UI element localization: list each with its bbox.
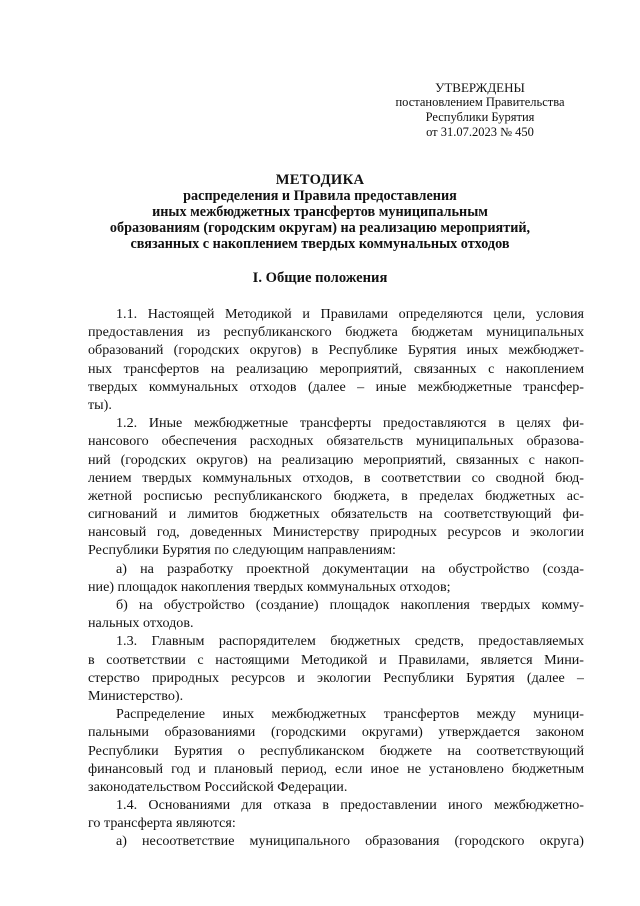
text-line: в соответствии с настоящими Методикой и Правилами, является Мини- xyxy=(88,651,584,668)
text-line: го трансферта являются: xyxy=(88,815,236,832)
text-line: ние) площадок накопления твердых коммунальных отходов; xyxy=(88,578,451,595)
paragraph-1-4: 1.4. Основаниями для отказа в предоставлении иного межбюджетно- xyxy=(116,797,584,814)
text-line: жетной росписью республиканского бюджета, в пределах бюджетных ас- xyxy=(88,487,584,504)
text-line: ных трансфертов на реализацию мероприятий, связанных с накоплением xyxy=(88,360,584,377)
approval-line: Республики Бурятия xyxy=(425,110,535,124)
text-line: Республики Бурятия по следующим направлениям: xyxy=(88,542,396,559)
list-item-a: а) на разработку проектной документации на обустройство (созда- xyxy=(116,560,584,577)
list-item-a-refusal: а) несоответствие муниципального образования (городского округа) xyxy=(116,833,584,850)
title-main: МЕТОДИКА xyxy=(275,172,365,188)
approval-stamp xyxy=(360,80,600,140)
approval-heading: УТВЕРЖДЕНЫ xyxy=(435,80,525,95)
text-line: нансовый год, доведенных Министерству природных ресурсов и экологии xyxy=(88,524,584,541)
paragraph-1-2: 1.2. Иные межбюджетные трансферты предоставляются в целях фи- xyxy=(116,415,584,432)
text-line: образований (городских округов) в Республике Бурятия иных межбюджет- xyxy=(88,342,584,359)
text-line: твердых коммунальных отходов (далее – иные межбюджетные трансфер- xyxy=(88,378,584,395)
text-line: нальных отходов. xyxy=(88,615,194,632)
title-line: распределения и Правила предоставления xyxy=(183,188,457,204)
text-line: сигнований и лимитов бюджетных обязательств на соответствующий фи- xyxy=(88,506,584,523)
text-line: финансовый год и плановый период, если иное не установлено бюджетным xyxy=(88,760,584,777)
title-line: связанных с накоплением твердых коммунальных отходов xyxy=(130,236,510,252)
document-body xyxy=(88,305,584,851)
text-line: стерство природных ресурсов и экологии Республики Бурятия (далее – xyxy=(88,669,584,686)
text-line: ты). xyxy=(88,396,112,413)
text-line: предоставления из республиканского бюджета бюджетам муниципальных xyxy=(88,324,584,341)
text-line: ний (городских округов) на реализацию мероприятий, связанных с накоп- xyxy=(88,451,584,468)
title-line: иных межбюджетных трансфертов муниципальным xyxy=(152,204,488,220)
text-line: Министерство). xyxy=(88,687,184,704)
paragraph-distribution: Распределение иных межбюджетных трансфертов между муници- xyxy=(116,706,584,723)
text-line: нансового обеспечения расходных обязательств муниципальных образова- xyxy=(88,433,584,450)
text-line: Республики Бурятия о республиканском бюджете на соответствующий xyxy=(88,742,584,759)
paragraph-1-3: 1.3. Главным распорядителем бюджетных средств, предоставляемых xyxy=(116,633,584,650)
text-line: законодательством Российской Федерации. xyxy=(88,778,348,795)
approval-date-number: от 31.07.2023 № 450 xyxy=(426,125,534,139)
document-title xyxy=(60,172,580,252)
approval-line: постановлением Правительства xyxy=(395,95,565,109)
paragraph-1-1: 1.1. Настоящей Методикой и Правилами определяются цели, условия xyxy=(116,306,584,322)
list-item-b: б) на обустройство (создание) площадок накопления твердых комму- xyxy=(116,597,584,613)
title-line: образованиям (городским округам) на реализацию мероприятий, xyxy=(109,220,531,236)
text-line: пальными образованиями (городскими округами) утверждается законом xyxy=(88,724,584,741)
section-heading: I. Общие положения xyxy=(252,270,388,286)
text-line: лением твердых коммунальных отходов, в соответствии со сводной бюд- xyxy=(88,469,584,486)
